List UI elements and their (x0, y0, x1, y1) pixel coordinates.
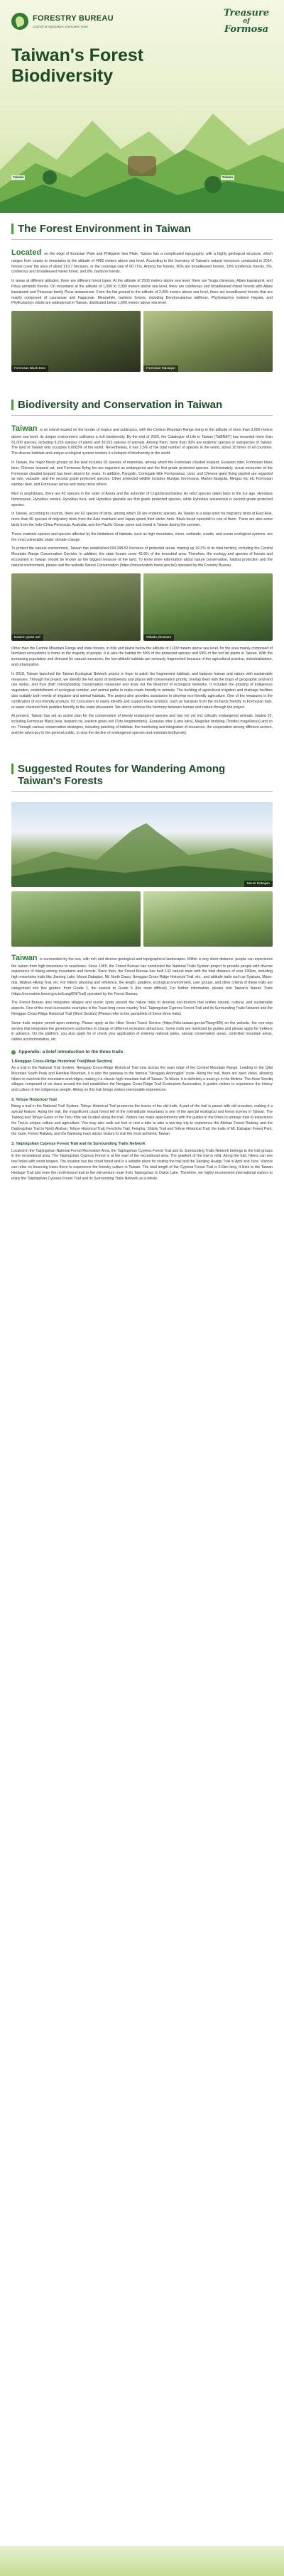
paragraph: Located in the Taipingshan National Forest Recreation Area, the Taipingshan Cypress Forest Trail and its Surrounding Trails Network belongs to the trail groups in the recreational area. The Taipingshan Cypress Forest is at the east of the recreational area. The gradient of the trail is mild. Along the trail, hikers can see tree holes with wood shapes. The location has the cloud forest and is a suitable place for visiting the trail and the Jianqing Huaigu Trail in April and June. Visitors can relax on bouncing trains there to experience the forestry culture in Taiwan. The total length of the Cypress Forest Trail is 5.6km long. It links to the Taiwan Heritage Trail and even the north-bound trail to the old-venture route from Taipingshan to Dalun Lake. Therefore, we highly recommend international visitors to enjoy the Taipingshan Cypress Forest Trail and its Surrounding Trails Network as a whole. (11, 1148, 273, 1181)
agency-name: FORESTRY BUREAU (33, 14, 114, 23)
photo-macaque: Formosan Macaque (143, 311, 273, 372)
appendix-bullet-icon (11, 1050, 16, 1055)
section-divider (11, 239, 273, 240)
section-divider (11, 415, 273, 416)
hero-caption-left: Taiwan (13, 175, 24, 180)
paragraph: Taiwan is surrounded by the sea, with rich and diverse geological and topographical landscapes. Within a very short distance, people can experience the nature from high mountains to seashores. Since 1965, the Forest Bureau has conducted the National Trails System project to provide people with diverse experience of hiking among mountains and forests. Since then, the Forest Bureau has built 142 natural trails with the total distance of over 630km, including high mountains trails like Jiaming Lake, Mount Dabajian, Mt. North Dawu, Nenggao Cross-Ridge Historical Trail, etc., and attitude trails such as Syakaru, Maon-duk, Walkan Hiking Trail, etc. For hikers' planning and reference, the length, gradient, ecological environment, user groups, and other criteria of these trails are categorized into five grades: from Grade 1, the easiest to Grade 5 (the most difficult). For further information, please visit Taiwan's Nature Trails (https://recreation.forest.gov.tw/Lang/EN/Trail) operated by the Forest Bureau. (11, 954, 273, 996)
section-forest-environment (0, 246, 284, 379)
appendix-heading: Appendix: a brief introduction to the three trails (11, 1049, 273, 1056)
paragraph: As a trail in the National Trail System, Nenggao Cross-Ridge Historical Trail runs across the main ridge of the Central Mountain Range. Leading to the Qilai Mountain South Peak and Hantikai Mountain, it is also the gateway to the famous "Nenggao Andongjun" route. Along the trail, there are open views, allowing hikers to overlook the mountains and ridges, making it a classic high mountain trail of Taiwan. To hikers, it is definitely a must-go in the lifetime. The three Seediq villages composed of six clans around the trail establishes the Nenggao Cross-Ridge Trail Ecotourism Association, It guides visitors to experience the history and culture of the indigenous people. Hiking on this trail brings visitors memorable experiences. (11, 1066, 273, 1093)
photo-pheasant: Mikado pheasant (143, 573, 273, 641)
agency-subtitle: Council of Agriculture, Executive Yuan (33, 24, 88, 28)
hero-caption-right: Taiwan (222, 175, 233, 180)
photo-row (11, 573, 273, 641)
photo-trail-left (11, 891, 141, 947)
section-heading-routes: Suggested Routes for Wandering Among Taiwan's Forests (0, 753, 284, 798)
photo-mount-dabajian: Mount Dabajian (11, 802, 273, 887)
paragraph: Rich in amphibians, there are 42 species in the order of Anura and the suborder of Cryptobranchoidea. As relict species dated back to the Ice age, Hynobius formosanus, Hynobius sonani, Hynobius fuca, and Hynobius glacialis are first grade protected species, while Hynobius arisanensis is second grade protected species. (11, 492, 273, 507)
hero-banner (0, 0, 284, 213)
section-heading-biodiversity: Biodiversity and Conservation in Taiwan (0, 389, 284, 422)
trail-title-tefuye: 2. Tefuye Historical Trail (11, 1098, 57, 1103)
page-title: Taiwan's Forest Biodiversity (11, 45, 144, 86)
paragraph: In areas at different altitudes, there are different forest types. At the altitude of 2500 meters above sea level, there are Tsuga chinensis, Abies kawakamii, and Pinus armandii forests. On mountains at the altitude of 1,500 to 2,000 meters above sea level, there are coniferous and broadleaved mixed forests with Abies kawakamii and Pinaceae family Picus taiwanensis. From the flat ground to the altitude of 2,000 meters above sea level, there are broadleaved forests that are mainly composed of Lauraceae and Fagaceae. Meanwhile, bamboo forests, including Dendrocalamus latiflorus, Phyllostachys makinoi Hayata, and Phyllostachys edulis are widespread in Taiwan, distributed below 1,600 meters above sea level. (11, 279, 273, 306)
section-bar-icon (11, 224, 13, 234)
paragraph: To protect the natural environment, Taiwan has established 694,298.52 hectares of protected areas, making up 19.2% of its total territory, including the Central Mountain Range Conservation Corridor. In addition, the state forests cover 42.9% of the terrestrial area. Therefore, the ecology and species of forests and ecosystem in Taiwan should be known as the biggest treasure of the land. To know more information about nature conservation, habitat protection and the natural environment, please visit the website Nature Conservation (https://conservation.forest.gov.tw/) operated by the Forestry Bureau. (11, 546, 273, 568)
paragraph: Being a trail in the National Trail System, Tefuye Historical Trail preserves the traces of the old trails. A part of the trail is paved with old crossties, making it a special feature. Along the trail, the magnificent cloud forest tell of the mid-altitude mountains is one of the special ecological and forest scenes in Taiwan. The Tapeng and Tefuye Gates of the Tsou tribe are located along the trail. Visitors can make appointments with the guides in the tribes to arrange trips to experience the Tsou's unique culture and agriculture. You may also walk out feet or rent a bike to take a two-day trip to experience the Alishan Forest Railway and the Dadongshan Trail in North Alishan, Tefuye Historical Trail, Fenchihu Trail, Fenqihu, Shizilu Trail and Tefuye Historical Trail, the trails of Mt. Dabajian Forest Park, the route, Forest Railway, and the Bankung track attract visitors to visit the most authentic Taiwan. (11, 1104, 273, 1137)
photo-black-bear: Formosan Black Bear (11, 311, 141, 372)
mountain-illustration (0, 71, 284, 213)
paragraph: Other than the Central Mountain Range and state forests, in hills and plains below the altitude of 1,000 meters above sea level, for the area mainly composed of farmland ecosystems is home to the majority of people. It is also the habitat for 50% of the protected species and 69% of the red list plants in Taiwan. With the increasing population and demand for natural resources, the low-altitude habitats are seriously fragmented because of the agricultural practice, industrialization, and urbanization. (11, 646, 273, 667)
photo-grass-owl: Eastern grass owl (11, 573, 141, 641)
section-routes (0, 798, 284, 1187)
footer-band (0, 2546, 284, 2576)
paragraph: At present, Taiwan has set an action plan for the conservation of twenty endangered species and has not yet incl critically endangered animals, totaled 22, including Formosan Black bear, leopard cat, eastern grass owl (Tyto longimembris), Eurasian otter (Lutra lutra), Magellan birdwing (Troides magellanus) and so on. Through various conservation strategies, including patching of habitats, the monitoring and integration of resources, the cooperation among different sectors, and the advocacy to the general public, to stop the decline of endangered species and maintain biodiversity. (11, 714, 273, 735)
trail-title-taipingshan: 3. Taipingshan Cypress Forest Trail and its Surrounding Trails Network (11, 1142, 146, 1147)
paragraph: In Taiwan, according to records, there are 62 species of birds, among which 29 are endemic species. As Taiwan is a relay point for migratory birds of East Asia, more than 90 species of migratory birds from the Asia mainland and Japan spend their winter here. Black-faced spoonbill is one of them. There are also some birds from the Indo-China Peninsula, Australia, and the Pacific Ocean come and breed in Taiwan during the summer. (11, 512, 273, 528)
forestry-bureau-logo-icon (11, 13, 28, 30)
section-bar-icon (11, 400, 13, 410)
trail-title-nenggao: 1.Nenggao Cross-Ridge Historical Trail(West Section) (11, 1059, 113, 1064)
section-divider (11, 791, 273, 792)
photo-row (11, 311, 273, 372)
photo-row (11, 891, 273, 947)
paragraph: In Taiwan, the major forest groups on the land includes 92 species of mammals, among which the Formosan clouded leopard, Eurasian otter, Formosan black bear, Chinese leopard cat, and Formosan flying fox are regarded as endangered and the first grade protected species. Unfortunately, visual encounter of the Formosan clouded leopard has been absent for years. In addition, Pangolin, Coniogale little Formosanus, civet, and Chinese giant flying squirrel are regarded as rare, valuable, and the second grade protected species. Other protected wildlife includes Muntjac formosana, Martes flavigula, Mergus etc etc Formosan sambar deer, and Formosan serow and many more others. (11, 461, 273, 488)
paragraph: Some trails require permit upon entering. Please apply at the Hiker Smart Travel Service (https://hike.taiwan.gov.tw/?lang=EN) on the website, the one-stop service that integrates the government authorities to charge of different recreation attractions. Some trails are restricted by guides and please apply for trekkers in advance. On the platform, you also apply for or check your application of entering national parks, natural conservation areas, controlled mountain areas, cabins accommodation, etc. (11, 1020, 273, 1042)
section-bar-icon (11, 764, 13, 774)
paragraph: In 2018, Taiwan launched the Taiwan Ecological Network project in hope to patch the fragmented habitats, and balance human and nature with sustainable measures. Through the project, we identify the hot spots of biodiversity and places with conservation priority, overlap them with the maps of geographic and land use status, and thus draft corresponding conservation measures and draw out the blueprint of ecological networks. It included the growing of indigenous vegetation, establishment of ecological corridor, and animal paths to make roads friendly to animals. The building of agricultural irrigation and drainage facilities also suitably both needs of irrigation and animal habitats. The project also provides assistance to develop eco-friendly agriculture. One of the measures is the certification of eco-friendly produce, for consumers to easily identify and support these produce, such as bananas from the orchards friendly to Formosan bats, or water chestnut from paddies friendly to the water pheasants. We aim to achieve the harmony between human and nature through the project. (11, 671, 273, 710)
photo-trail-right (143, 891, 273, 947)
section-heading-forest-environment: The Forest Environment in Taiwan (0, 213, 284, 246)
treasure-badge: Treasure of Formosa (223, 8, 270, 35)
paragraph: Located on the edge of Eurasian Plate and Philippine Sea Plate, Taiwan has a complicated topography, with a highly geological structure, which ranges from coasts to mountains at the altitude of 4000 meters above sea level. According to the Inventory of Taiwan's natural resources conducted in 2014, forests cover the area of about 219.7 hectares, or the coverage rate of 60.71%. Among the forests, 90% are broadleaved forests, 19% coniferous forests, 9%, coniferous and broadleaved mixed forest, and 8%, bamboo forests. (11, 248, 273, 275)
section-biodiversity (0, 422, 284, 741)
paragraph: The Forest Bureau also integrates villages and scenic spots around the nature trails to develop eco-tourism that unifies natural, cultural, and sustainable aspects. One of the most successful examples is the Tsuei-feng cross country Trail. Taipingshan Cypress Forest Trail and its Surrounding Trails Network and the Nenggao Cross-Ridge Historical Trail (West Section) (Please refer to the pamphlets of these three trails) (11, 1001, 273, 1016)
paragraph: Taiwan is an island located on the border of tropics and subtropics, with the Central Mountain Range rising to the altitude of more than 3,000 meters above sea level. Its unique environment cultivates a rich biodiversity. By the end of 2020, the Catalogue of Life in Taiwan (TaiBNET) has recorded more than 61,000 species, including 9,226 species of plants and 30,913 species of animals. Among them, more than 30% are endemic species or subspecies of Taiwan. The land of Taiwan only occupies 0.0003% of the world. Nevertheless, it has 2.5% of the total number of species in the world, about 10 times of all countries. The diverse habitats and unique ecological system renders it a hotspot of biodiversity in the world. (11, 424, 273, 456)
agency-logo (11, 13, 114, 30)
paragraph: These endemic species and species affected by the limitations of habitats, such as high mountains, rivers, wetlands, creeks, and ocean ecological systems, are the most vulnerable under climate change. (11, 532, 273, 542)
mountain-photo-shape (11, 802, 273, 887)
